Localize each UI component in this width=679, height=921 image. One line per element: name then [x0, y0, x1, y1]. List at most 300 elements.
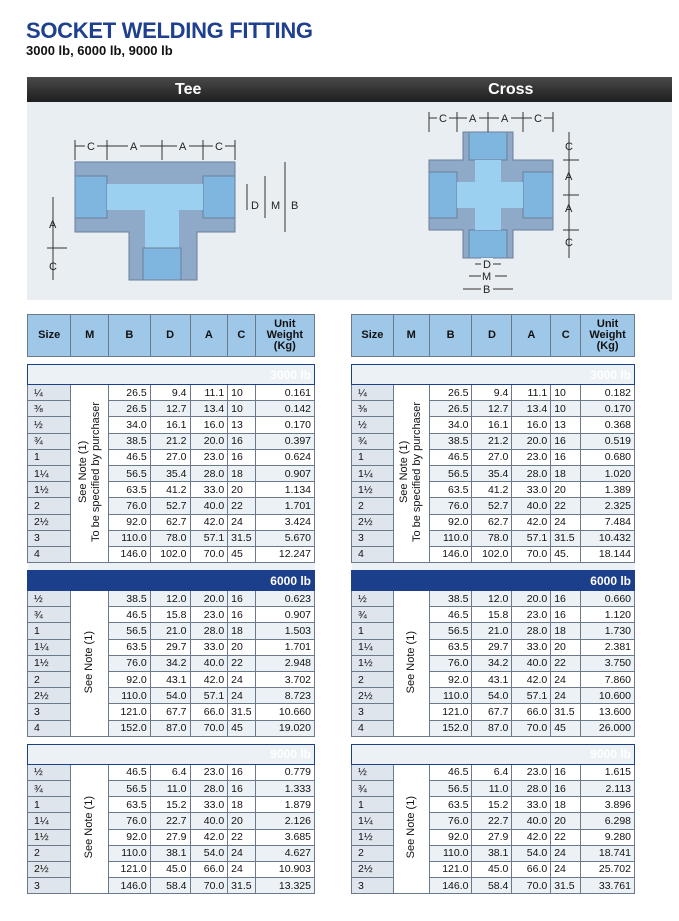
size-cell: 1	[352, 449, 394, 465]
weight-cell: 1.134	[255, 482, 314, 498]
size-cell: 1	[28, 797, 71, 813]
d-cell: 58.4	[472, 878, 512, 894]
b-cell: 110.0	[109, 845, 151, 861]
page-subtitle: 3000 lb, 6000 lb, 9000 lb	[26, 43, 173, 58]
d-cell: 16.1	[472, 417, 512, 433]
size-cell: 3	[28, 878, 71, 894]
table-row	[28, 401, 315, 417]
pressure-class-label: 3000 lb	[28, 365, 315, 385]
weight-cell: 9.280	[581, 829, 635, 845]
weight-cell: 8.723	[255, 688, 314, 704]
size-cell: ⅜	[28, 401, 71, 417]
a-cell: 40.0	[512, 655, 551, 671]
table-row	[28, 433, 315, 449]
b-cell: 92.0	[429, 829, 472, 845]
a-cell: 40.0	[190, 655, 228, 671]
c-cell: 16	[551, 607, 581, 623]
weight-cell: 3.750	[581, 655, 635, 671]
col-weight-header	[255, 315, 314, 357]
pressure-class-label: 6000 lb	[352, 571, 635, 591]
weight-cell: 3.685	[255, 829, 314, 845]
size-cell: 3	[352, 878, 394, 894]
weight-header-line: Unit	[274, 318, 296, 330]
c-cell: 22	[228, 829, 255, 845]
b-cell: 146.0	[109, 878, 151, 894]
pressure-class-label: 3000 lb	[352, 365, 635, 385]
d-cell: 58.4	[150, 878, 190, 894]
col-m-header: M	[393, 315, 429, 357]
weight-cell: 0.142	[255, 401, 314, 417]
tee-drawing	[47, 139, 298, 280]
size-cell: 2	[352, 845, 394, 861]
c-cell: 20	[551, 482, 581, 498]
b-cell: 63.5	[109, 482, 151, 498]
a-cell: 16.0	[190, 417, 228, 433]
a-cell: 33.0	[190, 482, 228, 498]
table-row	[28, 845, 315, 861]
size-cell: 1½	[28, 482, 71, 498]
size-cell: 4	[28, 720, 71, 736]
size-cell: ½	[28, 591, 71, 607]
d-cell: 27.0	[472, 449, 512, 465]
c-cell: 16	[228, 607, 255, 623]
d-cell: 45.0	[150, 861, 190, 877]
c-cell: 45	[228, 546, 255, 562]
a-cell: 42.0	[190, 672, 228, 688]
c-cell: 24	[551, 861, 581, 877]
a-cell: 33.0	[512, 482, 551, 498]
weight-cell: 0.624	[255, 449, 314, 465]
table-row	[28, 764, 315, 780]
cross-dim-c-left: C	[439, 113, 447, 125]
size-cell: 1½	[352, 482, 394, 498]
table-row	[28, 385, 315, 401]
size-cell: 4	[28, 546, 71, 562]
c-cell: 16	[551, 433, 581, 449]
weight-cell: 3.896	[581, 797, 635, 813]
weight-cell: 0.170	[255, 417, 314, 433]
d-cell: 29.7	[150, 639, 190, 655]
b-cell: 46.5	[429, 449, 472, 465]
b-cell: 38.5	[109, 591, 151, 607]
table-row	[28, 780, 315, 796]
c-cell: 20	[228, 639, 255, 655]
cross-dim-c-right: C	[534, 113, 542, 125]
table-row	[28, 449, 315, 465]
a-cell: 33.0	[512, 639, 551, 655]
size-cell: 2	[352, 672, 394, 688]
d-cell: 12.0	[150, 591, 190, 607]
b-cell: 110.0	[429, 530, 472, 546]
weight-cell: 4.627	[255, 845, 314, 861]
size-cell: ½	[352, 417, 394, 433]
c-cell: 18	[228, 623, 255, 639]
b-cell: 38.5	[109, 433, 151, 449]
weight-cell: 25.702	[581, 861, 635, 877]
d-cell: 15.8	[472, 607, 512, 623]
size-cell: 1	[28, 623, 71, 639]
size-cell: ¾	[352, 780, 394, 796]
col-a-header: A	[190, 315, 228, 357]
c-cell: 24	[228, 688, 255, 704]
c-cell: 18	[551, 797, 581, 813]
b-cell: 110.0	[109, 530, 151, 546]
size-cell: 3	[28, 530, 71, 546]
a-cell: 13.4	[190, 401, 228, 417]
size-cell: ½	[28, 417, 71, 433]
a-cell: 57.1	[512, 530, 551, 546]
table-row	[28, 704, 315, 720]
a-cell: 28.0	[190, 465, 228, 481]
b-cell: 26.5	[109, 401, 151, 417]
b-cell: 38.5	[429, 591, 472, 607]
tee-dim-d: D	[251, 200, 259, 212]
a-cell: 28.0	[512, 623, 551, 639]
tee-dim-c-side: C	[49, 261, 57, 273]
size-cell: 2	[28, 845, 71, 861]
d-cell: 102.0	[150, 546, 190, 562]
weight-cell: 1.701	[255, 639, 314, 655]
pressure-class-label: 9000 lb	[352, 744, 635, 764]
size-cell: ¾	[28, 433, 71, 449]
size-cell: 1¼	[352, 639, 394, 655]
cross-dim-a-right: A	[501, 113, 509, 125]
c-cell: 18	[551, 465, 581, 481]
a-cell: 70.0	[512, 878, 551, 894]
d-cell: 29.7	[472, 639, 512, 655]
d-cell: 15.2	[472, 797, 512, 813]
cross-dim-c-top: C	[565, 141, 573, 153]
a-cell: 11.1	[190, 385, 228, 401]
b-cell: 76.0	[429, 655, 472, 671]
a-cell: 40.0	[512, 813, 551, 829]
size-cell: 3	[352, 530, 394, 546]
weight-cell: 6.298	[581, 813, 635, 829]
a-cell: 33.0	[190, 639, 228, 655]
size-cell: ½	[352, 764, 394, 780]
tee-dim-m: M	[271, 200, 281, 212]
size-cell: 1	[28, 449, 71, 465]
a-cell: 40.0	[190, 498, 228, 514]
b-cell: 76.0	[109, 813, 151, 829]
d-cell: 35.4	[150, 465, 190, 481]
c-cell: 16	[551, 764, 581, 780]
size-cell: 3	[352, 704, 394, 720]
col-c-header: C	[551, 315, 581, 357]
d-cell: 78.0	[150, 530, 190, 546]
c-cell: 45.	[551, 546, 581, 562]
weight-cell: 3.424	[255, 514, 314, 530]
a-cell: 23.0	[512, 449, 551, 465]
b-cell: 76.0	[109, 655, 151, 671]
weight-cell: 10.903	[255, 861, 314, 877]
a-cell: 42.0	[512, 672, 551, 688]
a-cell: 40.0	[190, 813, 228, 829]
d-cell: 21.0	[472, 623, 512, 639]
d-cell: 9.4	[472, 385, 512, 401]
b-cell: 92.0	[429, 514, 472, 530]
table-row	[28, 672, 315, 688]
table-row	[28, 688, 315, 704]
weight-header-line: (Kg)	[273, 340, 296, 352]
c-cell: 16	[228, 433, 255, 449]
weight-header-line: Weight	[589, 329, 626, 341]
b-cell: 110.0	[429, 688, 472, 704]
weight-cell: 18.144	[581, 546, 635, 562]
b-cell: 63.5	[429, 797, 472, 813]
c-cell: 18	[228, 797, 255, 813]
b-cell: 152.0	[109, 720, 151, 736]
table-row	[28, 623, 315, 639]
b-cell: 146.0	[109, 546, 151, 562]
weight-cell: 26.000	[581, 720, 635, 736]
b-cell: 121.0	[109, 861, 151, 877]
d-cell: 21.2	[472, 433, 512, 449]
c-cell: 22	[551, 829, 581, 845]
d-cell: 22.7	[150, 813, 190, 829]
b-cell: 63.5	[429, 482, 472, 498]
weight-cell: 2.113	[581, 780, 635, 796]
d-cell: 54.0	[472, 688, 512, 704]
c-cell: 24	[228, 672, 255, 688]
table-row	[28, 861, 315, 877]
size-cell: 2½	[28, 514, 71, 530]
cross-dim-a-top: A	[565, 171, 573, 183]
d-cell: 9.4	[150, 385, 190, 401]
fitting-diagrams	[27, 102, 672, 300]
c-cell: 16	[551, 780, 581, 796]
b-cell: 38.5	[429, 433, 472, 449]
d-cell: 6.4	[150, 764, 190, 780]
d-cell: 21.0	[150, 623, 190, 639]
d-cell: 43.1	[472, 672, 512, 688]
tee-dim-a-right: A	[179, 141, 187, 153]
col-b-header: B	[109, 315, 151, 357]
size-cell: 2½	[352, 861, 394, 877]
weight-cell: 10.660	[255, 704, 314, 720]
d-cell: 15.8	[150, 607, 190, 623]
note-text: See Note (1)	[83, 630, 96, 694]
a-cell: 33.0	[190, 797, 228, 813]
weight-cell: 19.020	[255, 720, 314, 736]
b-cell: 46.5	[109, 764, 151, 780]
weight-cell: 12.247	[255, 546, 314, 562]
weight-cell: 2.948	[255, 655, 314, 671]
weight-cell: 0.161	[255, 385, 314, 401]
col-c-header: C	[228, 315, 255, 357]
table-row	[28, 829, 315, 845]
table-row	[28, 878, 315, 894]
note-cell	[393, 385, 429, 563]
size-cell: 1½	[28, 655, 71, 671]
note-cell	[71, 385, 109, 563]
b-cell: 76.0	[109, 498, 151, 514]
d-cell: 27.9	[150, 829, 190, 845]
col-a-header: A	[512, 315, 551, 357]
d-cell: 15.2	[150, 797, 190, 813]
tee-table	[27, 314, 315, 894]
c-cell: 16	[228, 764, 255, 780]
b-cell: 34.0	[109, 417, 151, 433]
b-cell: 121.0	[429, 704, 472, 720]
c-cell: 24	[551, 845, 581, 861]
d-cell: 41.2	[150, 482, 190, 498]
b-cell: 56.5	[429, 465, 472, 481]
table-row	[28, 514, 315, 530]
table-row	[28, 417, 315, 433]
table-row	[28, 482, 315, 498]
a-cell: 57.1	[190, 530, 228, 546]
table-row	[28, 607, 315, 623]
b-cell: 121.0	[429, 861, 472, 877]
a-cell: 28.0	[190, 780, 228, 796]
note-cell	[393, 591, 429, 737]
size-cell: 1	[352, 623, 394, 639]
weight-cell: 5.670	[255, 530, 314, 546]
weight-cell: 10.600	[581, 688, 635, 704]
a-cell: 70.0	[512, 546, 551, 562]
d-cell: 62.7	[150, 514, 190, 530]
weight-cell: 18.741	[581, 845, 635, 861]
weight-cell: 2.126	[255, 813, 314, 829]
c-cell: 18	[551, 623, 581, 639]
section-header-bar	[27, 77, 672, 102]
c-cell: 16	[228, 591, 255, 607]
a-cell: 20.0	[512, 433, 551, 449]
a-cell: 70.0	[190, 546, 228, 562]
size-cell: 4	[352, 546, 394, 562]
cross-dim-b: B	[483, 284, 491, 296]
cross-drawing	[429, 111, 579, 296]
weight-cell: 3.702	[255, 672, 314, 688]
b-cell: 46.5	[429, 764, 472, 780]
cross-heading: Cross	[488, 81, 534, 98]
b-cell: 92.0	[109, 672, 151, 688]
d-cell: 38.1	[472, 845, 512, 861]
b-cell: 63.5	[109, 639, 151, 655]
a-cell: 28.0	[512, 465, 551, 481]
note-text: See Note (1)	[83, 796, 96, 859]
b-cell: 110.0	[429, 845, 472, 861]
col-d-header: D	[150, 315, 190, 357]
cross-table	[351, 314, 635, 894]
a-cell: 42.0	[512, 829, 551, 845]
c-cell: 24	[551, 672, 581, 688]
table-row	[28, 465, 315, 481]
size-cell: 2	[352, 498, 394, 514]
weight-cell: 0.397	[255, 433, 314, 449]
col-d-header: D	[472, 315, 512, 357]
d-cell: 11.0	[150, 780, 190, 796]
size-cell: ¼	[352, 385, 394, 401]
size-cell: ⅜	[352, 401, 394, 417]
size-cell: 1¼	[352, 813, 394, 829]
table-row	[28, 639, 315, 655]
col-m-header: M	[71, 315, 109, 357]
b-cell: 152.0	[429, 720, 472, 736]
weight-cell: 1.333	[255, 780, 314, 796]
table-row	[352, 591, 635, 607]
c-cell: 10	[551, 401, 581, 417]
size-cell: 2½	[28, 688, 71, 704]
c-cell: 16	[551, 591, 581, 607]
tee-dim-b: B	[291, 200, 299, 212]
weight-cell: 1.020	[581, 465, 635, 481]
size-cell: 4	[352, 720, 394, 736]
col-weight-header	[581, 315, 635, 357]
col-size-header: Size	[28, 315, 71, 357]
b-cell: 56.5	[109, 465, 151, 481]
a-cell: 70.0	[190, 878, 228, 894]
b-cell: 110.0	[109, 688, 151, 704]
a-cell: 42.0	[190, 829, 228, 845]
b-cell: 76.0	[429, 498, 472, 514]
weight-cell: 1.701	[255, 498, 314, 514]
table-row	[28, 546, 315, 562]
b-cell: 26.5	[429, 385, 472, 401]
tee-dim-c-right: C	[215, 141, 223, 153]
tee-dim-a-left: A	[130, 141, 138, 153]
note-cell	[71, 764, 109, 894]
b-cell: 46.5	[109, 449, 151, 465]
weight-cell: 33.761	[581, 878, 635, 894]
a-cell: 66.0	[512, 861, 551, 877]
c-cell: 10	[228, 401, 255, 417]
a-cell: 66.0	[190, 704, 228, 720]
weight-cell: 1.879	[255, 797, 314, 813]
d-cell: 16.1	[150, 417, 190, 433]
weight-cell: 0.779	[255, 764, 314, 780]
weight-cell: 0.368	[581, 417, 635, 433]
a-cell: 57.1	[512, 688, 551, 704]
a-cell: 42.0	[512, 514, 551, 530]
b-cell: 56.5	[429, 780, 472, 796]
table-row	[28, 720, 315, 736]
d-cell: 45.0	[472, 861, 512, 877]
table-row	[28, 655, 315, 671]
a-cell: 57.1	[190, 688, 228, 704]
a-cell: 33.0	[512, 797, 551, 813]
size-cell: ¾	[352, 433, 394, 449]
col-b-header: B	[429, 315, 472, 357]
d-cell: 21.2	[150, 433, 190, 449]
size-cell: 1¼	[352, 465, 394, 481]
a-cell: 13.4	[512, 401, 551, 417]
b-cell: 26.5	[429, 401, 472, 417]
d-cell: 102.0	[472, 546, 512, 562]
a-cell: 42.0	[190, 514, 228, 530]
c-cell: 24	[228, 845, 255, 861]
note-text: See Note (1)	[404, 630, 417, 694]
note-text: See Note (1) To be specified by purchaser	[76, 402, 102, 543]
table-row	[28, 813, 315, 829]
d-cell: 78.0	[472, 530, 512, 546]
size-cell: 3	[28, 704, 71, 720]
a-cell: 23.0	[190, 607, 228, 623]
cross-dim-m: M	[482, 271, 492, 283]
size-cell: 2½	[352, 514, 394, 530]
b-cell: 63.5	[429, 639, 472, 655]
tee-dim-a-side: A	[49, 219, 57, 231]
c-cell: 22	[228, 498, 255, 514]
c-cell: 13	[551, 417, 581, 433]
a-cell: 70.0	[190, 720, 228, 736]
weight-header-line: (Kg)	[596, 340, 619, 352]
cross-dim-a-left: A	[469, 113, 477, 125]
d-cell: 6.4	[472, 764, 512, 780]
a-cell: 23.0	[190, 449, 228, 465]
d-cell: 27.0	[150, 449, 190, 465]
